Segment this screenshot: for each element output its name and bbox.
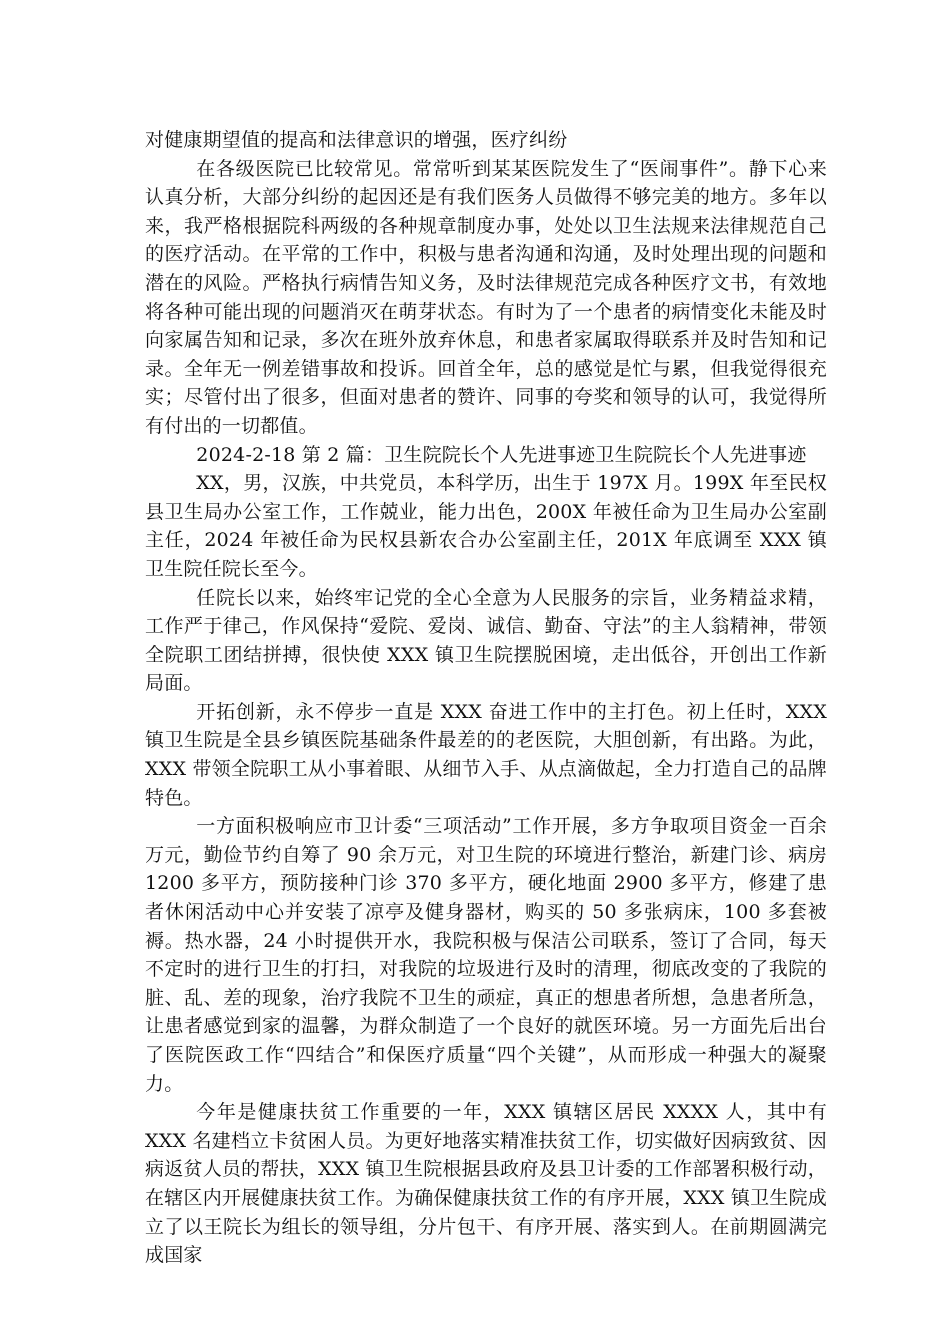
paragraph-6: 开拓创新，永不停步一直是 XXX 奋进工作中的主打色。初上任时，XXX 镇卫生院是全县乡镇医院基础条件最差的的老医院，大胆创新，有出路。为此，XXX 带领全院职工从小事着眼、从细节入手、从点滴做起，全力打造自己的品牌特色。: [145, 700, 827, 809]
paragraph-2: 在各级医院已比较常见。常常听到某某医院发生了“医闹事件”。静下心来认真分析，大部分纠纷的起因还是有我们医务人员做得不够完美的地方。多年以来，我严格根据院科两级的各种规章制度办事，处处以卫生法规来法律规范自己的医疗活动。在平常的工作中，积极与患者沟通和沟通，及时处理出现的问题和潜在的风险。严格执行病情告知义务，及时法律规范完成各种医疗文书，有效地将各种可能出现的问题消灭在萌芽状态。有时为了一个患者的病情变化未能及时向家属告知和记录，多次在班外放弃休息，和患者家属取得联系并及时告知和记录。全年无一例差错事故和投诉。回首全年，总的感觉是忙与累，但我觉得很充实；尽管付出了很多，但面对患者的赞许、同事的夸奖和领导的认可，我觉得所有付出的一切都值。: [145, 157, 827, 437]
paragraph-1: 对健康期望值的提高和法律意识的增强，医疗纠纷: [145, 129, 568, 151]
document-body: [145, 126, 827, 1270]
paragraph-7: 一方面积极响应市卫计委“三项活动”工作开展，多方争取项目资金一百余万元，勤俭节约自筹了 90 余万元，对卫生院的环境进行整治，新建门诊、病房 1200 多平方，预防接种门诊 370 多平方，硬化地面 2900 多平方，修建了患者休闲活动中心并安装了凉亭及健身器材，购买的 50 多张病床，100 多套被褥。热水器，24 小时提供开水，我院积极与保洁公司联系，签订了合同，每天不定时的进行卫生的打扫，对我院的垃圾进行及时的清理，彻底改变的了我院的脏、乱、差的现象，治疗我院不卫生的顽症，真正的想患者所想，急患者所急，让患者感觉到家的温馨，为群众制造了一个良好的就医环境。另一方面先后出台了医院医政工作“四结合”和保医疗质量“四个关键”，从而形成一种强大的凝聚力。: [145, 815, 827, 1095]
paragraph-5: 任院长以来，始终牢记党的全心全意为人民服务的宗旨，业务精益求精，工作严于律己，作风保持“爱院、爱岗、诚信、勤奋、守法”的主人翁精神，带领全院职工团结拼搏，很快使 XXX 镇卫生院摆脱困境，走出低谷，开创出工作新局面。: [145, 586, 827, 695]
article-heading: 2024-2-18 第 2 篇：卫生院院长个人先进事迹卫生院院长个人先进事迹: [196, 443, 807, 466]
paragraph-8: 今年是健康扶贫工作重要的一年，XXX 镇辖区居民 XXXX 人，其中有 XXX 名建档立卡贫困人员。为更好地落实精准扶贫工作，切实做好因病致贫、因病返贫人员的帮扶，XXX 镇卫生院根据县政府及县卫计委的工作部署积极行动，在辖区内开展健康扶贫工作。为确保健康扶贫工作的有序开展，XXX 镇卫生院成立了以王院长为组长的领导组，分片包干、有序开展、落实到人。在前期圆满完成国家: [145, 1101, 827, 1267]
paragraph-4: XX，男，汉族，中共党员，本科学历，出生于 197X 月。199X 年至民权县卫生局办公室工作，工作兢业，能力出色，200X 年被任命为卫生局办公室副主任，2024 年被任命为民权县新农合办公室副主任，201X 年底调至 XXX 镇卫生院任院长至今。: [145, 472, 827, 580]
